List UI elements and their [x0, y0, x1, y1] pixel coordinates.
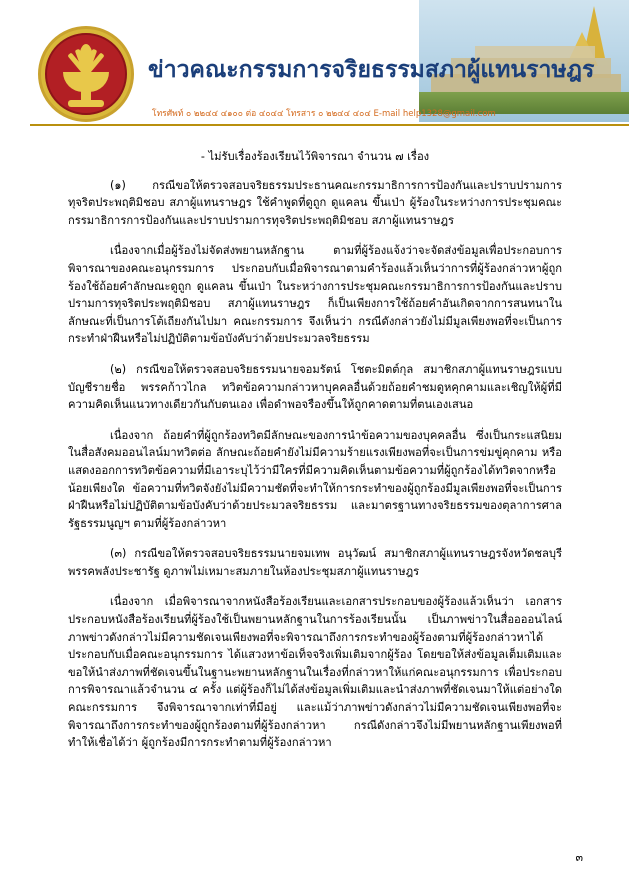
- paragraph-case-1-body: เนื่องจากเมื่อผู้ร้องไม่จัดส่งพยานหลักฐาน ตามที่ผู้ร้องแจ้งว่าจะจัดส่งข้อมูลเพื่อประกอบการพิจารณาของคณะอนุกรรมการ ประกอบกับเมื่อพิจารณาตามคำร้องแล้วเห็นว่าการที่ผู้ร้องกล่าวหาผู้ถูกร้องใช้ถ้อยคำลักษณะดูถูก ดูแคลน ขึ้นเป่า ในระหว่างการประชุมคณะกรรมาธิการการป้องกันและปราบปรามการทุจริตประพฤติมิชอบ สภาผู้แทนราษฎร ก็เป็นเพียงการใช้ถ้อยคำอันเกิดจากการสนทนาในลักษณะที่เป็นการโต้เถียงกันไปมา คณะกรรมการ จึงเห็นว่า กรณีดังกล่าวยังไม่มีมูลเพียงพอที่จะเป็นการกระทำฝ่าฝืนหรือไม่ปฏิบัติตามข้อบังคับว่าด้วยประมวลจริยธรรม: [68, 244, 562, 346]
- paragraph-case-3-body: เนื่องจาก เมื่อพิจารณาจากหนังสือร้องเรียนและเอกสารประกอบของผู้ร้องแล้วเห็นว่า เอกสารประกอบหนังสือร้องเรียนที่ผู้ร้องใช้เป็นพยานหลักฐานในการร้องเรียนนั้น เป็นภาพข่าวในสื่ออออนไลน์ ภาพข่าวดังกล่าวไม่มีความชัดเจนเพียงพอที่จะพิจารณาถึงการกระทำของผู้ร้องตามที่ผู้ร้องกล่าวหาได้ ประกอบกับเมื่อคณะอนุกรรมการ ได้แสวงหาข้อเท็จจริงเพิ่มเติมจากผู้ร้อง โดยขอให้ส่งข้อมูลเต็มเติมและขอให้นำส่งภาพที่ชัดเจนขึ้นในฐานะพยานหลักฐานในเรื่องที่กล่าวหาให้แก่คณะอนุกรรมการ เพื่อประกอบการพิจารณาแล้วจำนวน ๔ ครั้ง แต่ผู้ร้องก็ไม่ได้ส่งข้อมูลเพิ่มเติมและนำส่งภาพที่ชัดเจนมาให้แต่อย่างใด คณะกรรมการ จึงพิจารณาจากเท่าที่มีอยู่ และแม้ว่าภาพข่าวดังกล่าวไม่มีความชัดเจนเพียงพอที่จะพิจารณาถึงการกระทำของผู้ถูกร้องตามที่ผู้ร้องกล่าวหา กรณีดังกล่าวจึงไม่มีพยานหลักฐานเพียงพอที่ทำให้เชื่อได้ว่า ผู้ถูกร้องมีการกระทำตามที่ผู้ร้องกล่าวหา: [68, 595, 562, 750]
- emblem-base: [68, 100, 104, 107]
- page-number: ๓: [575, 851, 583, 864]
- paragraph-case-2-body: เนื่องจาก ถ้อยคำที่ผู้ถูกร้องทวิตมีลักษณะของการนำข้อความของบุคคลอื่น ซึ่งเป็นกระแสนิยมในสื่อสังคมออนไลน์มาทวิตต่อ ลักษณะถ้อยคำยังไม่มีความร้ายแรงเพียงพอที่จะเป็นการข่มขู่คุกคาม หรือแสดงออกการทวิตข้อความที่มีเอาระบุไว้ว่ามีใครที่มีความคิดเห็นตามข้อความที่ผู้ถูกร้องได้ทวิตจากหรือน้อยเพียงใด ข้อความที่ทวิตจังยังไม่มีความชัดที่จะทำให้การกระทำของผู้ถูกร้องมีมูลเพียงพอที่จะเป็นการฝ่าฝืนหรือไม่ปฏิบัติตามข้อบังคับว่าด้วยประมวลจริยธรรม และมาตรฐานทางจริยธรรมของตุลาการศาลรัฐธรรมนูญฯ ตามที่ผู้ร้องกล่าวหา: [68, 428, 562, 530]
- intro-line: - ไม่รับเรื่องร้องเรียนไว้พิจารณา จำนวน ๗ เรื่อง: [200, 150, 430, 163]
- paragraph-case-1-heading: (๑) กรณีขอให้ตรวจสอบจริยธรรมประธานคณะกรรมาธิการการป้องกันและปราบปรามการทุจริตประพฤติมิชอบ สภาผู้แทนราษฎร ใช้คำพูดที่ดูถูก ดูแคลน ขึ้นเป่า ผู้ร้องในระหว่างการประชุมคณะกรรมาธิการการป้องกันและปราบปรามการทุจริตประพฤติมิชอบ สภาผู้แทนราษฎร: [68, 178, 562, 227]
- letterhead-divider: [30, 124, 629, 126]
- letterhead-contact: โทรศัพท์ ๐ ๒๒๔๔ ๔๑๐๐ ต่อ ๔๐๔๔ โทรสาร ๐ ๒๒๔๔ ๔๐๔ E-mail help1328@gmail.com: [152, 109, 496, 119]
- document-body: [68, 148, 562, 752]
- thai-parliament-emblem: [38, 26, 134, 122]
- paragraph-case-2-heading: (๒) กรณีขอให้ตรวจสอบจริยธรรมนายจอมรัตน์ โชตะมิตต์กุล สมาชิกสภาผู้แทนราษฎรแบบบัญชีรายชื่อ พรรคก้าวไกล ทวิตข้อความกล่าวหาบุคคลอื่นด้วยถ้อยคำชมดูหคุกคามและเชิญให้ผู้ที่มีความคิดเห็นแนวทางเดียวกันกับตนเอง เพื่อดำพอจรืองขึ้นให้ถูกคาดตามที่ตนเองเสนอ: [68, 362, 562, 412]
- letterhead-title: ข่าวคณะกรรมการจริยธรรมสภาผู้แทนราษฎร: [148, 57, 595, 83]
- paragraph-case-3-heading: (๓) กรณีขอให้ตรวจสอบจริยธรรมนายจมเทพ อนุวัฒน์ สมาชิกสภาผู้แทนราษฎรจังหวัดชลบุรี พรรคพลังประชารัฐ ดูภาพไม่เหมาะสมภายในห้องประชุมสภาผู้แทนราษฎร: [68, 547, 562, 578]
- emblem-flame-icon: [79, 44, 93, 74]
- letterhead: [0, 0, 629, 132]
